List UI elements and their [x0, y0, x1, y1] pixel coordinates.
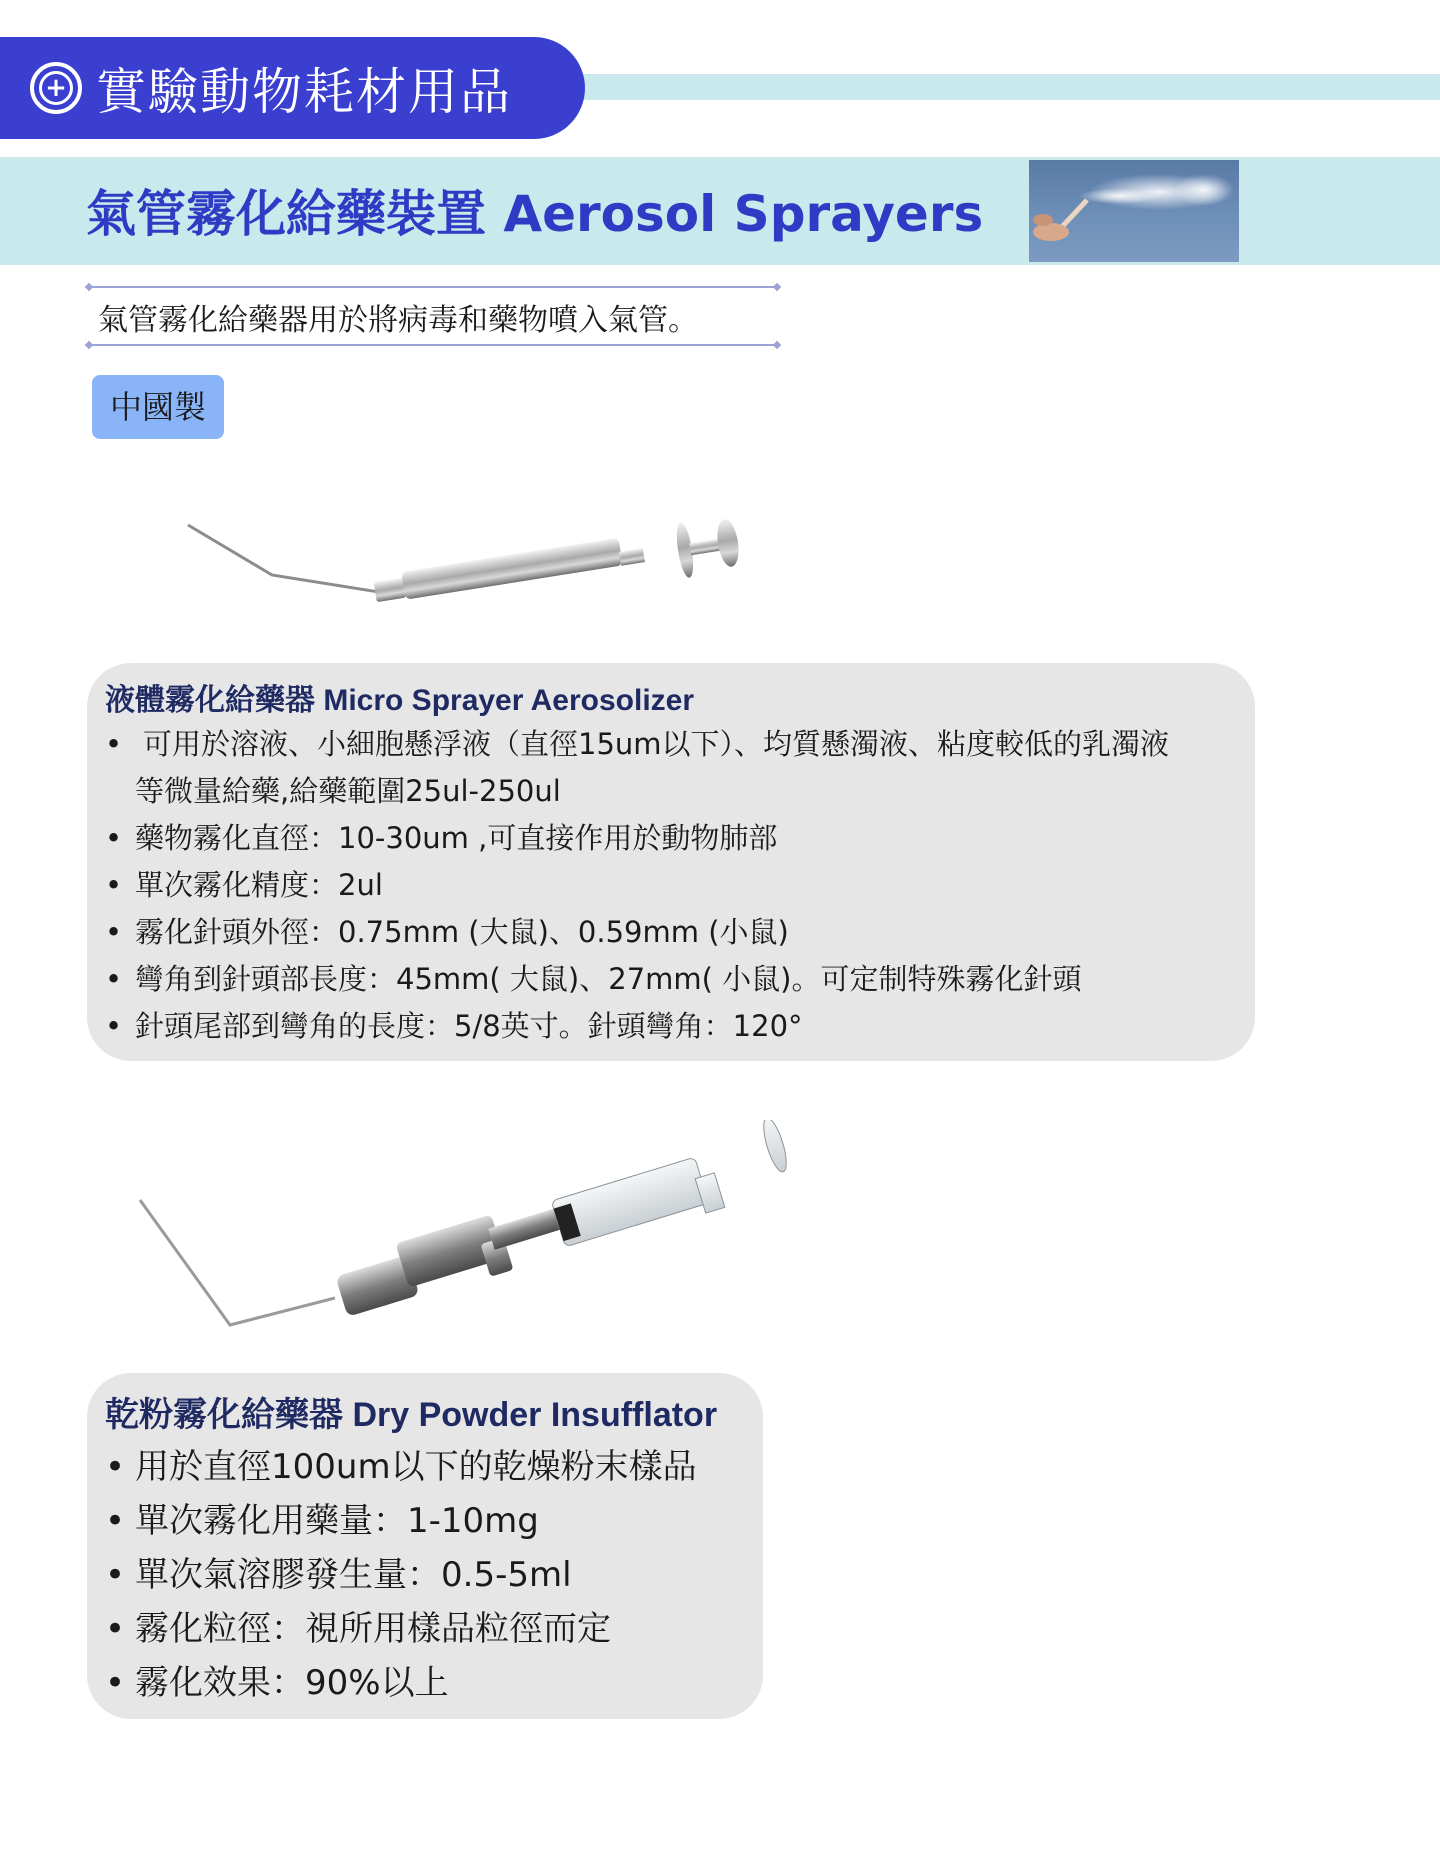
aerosol-spray-photo	[1029, 160, 1239, 262]
list-item	[105, 815, 1255, 862]
spec-text: 單次霧化用藥量：1-10mg	[135, 1501, 539, 1541]
list-item	[105, 1602, 763, 1656]
intro-text: 氣管霧化給藥器用於將病毒和藥物噴入氣管。	[98, 303, 698, 338]
list-item	[105, 956, 1255, 1003]
micro-sprayer-image	[180, 505, 760, 615]
micro-sprayer-spec-card	[87, 663, 1255, 1061]
spec-text: 單次氣溶膠發生量：0.5-5ml	[135, 1555, 572, 1595]
spec-text: 彎角到針頭部長度：45mm( 大鼠)、27mm( 小鼠)。可定制特殊霧化針頭	[135, 962, 1082, 996]
micro-sprayer-spec-list	[105, 721, 1255, 1050]
list-item	[105, 1003, 1255, 1050]
list-item	[105, 909, 1255, 956]
spec-text: 藥物霧化直徑：10-30um ,可直接作用於動物肺部	[135, 821, 778, 855]
dry-powder-spec-list	[105, 1440, 763, 1710]
category-banner	[0, 37, 585, 139]
dry-powder-title: 乾粉霧化給藥器 Dry Powder Insufflator	[105, 1396, 718, 1434]
intro-box	[88, 284, 778, 348]
spec-text: 霧化粒徑：視所用樣品粒徑而定	[135, 1609, 611, 1649]
list-item	[105, 862, 1255, 909]
category-stripe	[560, 74, 1440, 100]
spec-text: • 可用於溶液、小細胞懸浮液（直徑15um以下）、均質懸濁液、粘度較低的乳濁液	[143, 727, 1170, 761]
category-title: 實驗動物耗材用品	[96, 63, 512, 121]
dry-powder-insufflator-image	[135, 1120, 800, 1335]
list-item	[105, 1656, 763, 1710]
list-item	[105, 721, 1255, 815]
spec-text: 單次霧化精度：2ul	[135, 868, 383, 902]
list-item	[105, 1494, 763, 1548]
spec-text: 霧化針頭外徑：0.75mm (大鼠)、0.59mm (小鼠)	[135, 915, 789, 949]
dry-powder-spec-card	[87, 1373, 763, 1719]
spec-text: 霧化效果：90%以上	[135, 1663, 449, 1703]
spec-text: 針頭尾部到彎角的長度：5/8英寸。針頭彎角：120°	[135, 1009, 803, 1043]
micro-sprayer-title: 液體霧化給藥器 Micro Sprayer Aerosolizer	[105, 684, 695, 717]
intro-bottom-rule	[88, 344, 778, 346]
list-item	[105, 1548, 763, 1602]
medical-plus-icon: +	[30, 62, 82, 114]
origin-badge: 中國製	[92, 375, 224, 439]
list-item	[105, 1440, 763, 1494]
spec-text: 等微量給藥,給藥範圍25ul-250ul	[135, 774, 561, 808]
intro-top-rule	[88, 286, 778, 288]
product-title: 氣管霧化給藥裝置 Aerosol Sprayers	[86, 185, 984, 243]
spec-text: 用於直徑100um以下的乾燥粉末樣品	[135, 1447, 697, 1487]
